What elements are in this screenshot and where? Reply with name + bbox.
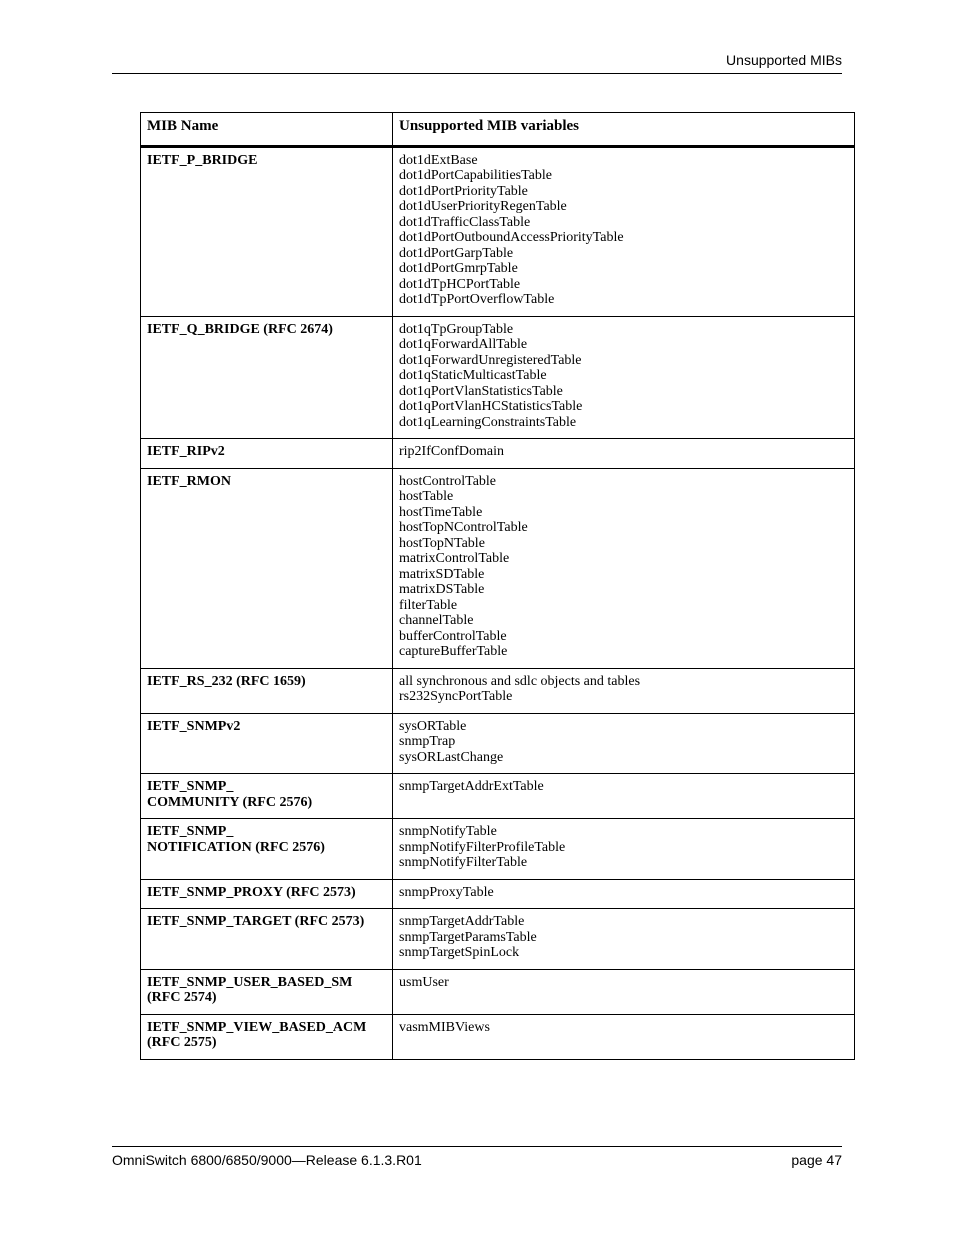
mib-name-line: IETF_RS_232 (RFC 1659) bbox=[147, 673, 306, 689]
mib-variables-cell bbox=[393, 1014, 855, 1059]
mib-variables-cell bbox=[393, 439, 855, 469]
mib-variable: captureBufferTable bbox=[399, 644, 508, 659]
mib-name-cell bbox=[141, 969, 393, 1014]
table-row bbox=[141, 819, 855, 880]
mib-variable: snmpTargetSpinLock bbox=[399, 945, 520, 960]
mib-variable: hostControlTable bbox=[399, 473, 497, 489]
mib-variable: dot1qLearningConstraintsTable bbox=[399, 414, 577, 430]
mib-variable: snmpTrap bbox=[399, 734, 456, 749]
mib-variable: matrixDSTable bbox=[399, 582, 485, 597]
mib-variable: bufferControlTable bbox=[399, 628, 507, 644]
mib-variables-cell bbox=[393, 819, 855, 880]
mib-variable: hostTimeTable bbox=[399, 504, 483, 520]
mib-variable: hostTopNTable bbox=[399, 535, 485, 551]
mib-variables-cell bbox=[393, 316, 855, 439]
mib-variable: vasmMIBViews bbox=[399, 1019, 490, 1035]
mib-name-line: IETF_SNMP_ bbox=[147, 824, 234, 839]
mib-variable: snmpNotifyTable bbox=[399, 824, 497, 839]
header-rule bbox=[112, 73, 842, 74]
mib-name-cell bbox=[141, 316, 393, 439]
mib-variable: sysORLastChange bbox=[399, 749, 504, 765]
mib-variable: dot1dPortCapabilitiesTable bbox=[399, 168, 552, 183]
table-body bbox=[141, 146, 855, 1059]
table-row bbox=[141, 969, 855, 1014]
mib-name-line: IETF_P_BRIDGE bbox=[147, 152, 258, 168]
mib-variable: dot1dPortGarpTable bbox=[399, 245, 514, 261]
mib-variable: snmpTargetParamsTable bbox=[399, 929, 537, 945]
mib-variables-cell bbox=[393, 146, 855, 316]
table-row bbox=[141, 316, 855, 439]
mib-name-line: IETF_SNMP_TARGET (RFC 2573) bbox=[147, 914, 365, 929]
mib-variable: snmpTargetAddrExtTable bbox=[399, 779, 544, 794]
mib-name-cell bbox=[141, 146, 393, 316]
mib-variables-cell bbox=[393, 879, 855, 909]
mib-name-line: COMMUNITY (RFC 2576) bbox=[147, 794, 313, 810]
mib-variable: all synchronous and sdlc objects and tables bbox=[399, 673, 641, 689]
mib-variable: rs232SyncPortTable bbox=[399, 689, 513, 704]
mib-variable: dot1qStaticMulticastTable bbox=[399, 368, 547, 383]
mib-variable: usmUser bbox=[399, 974, 449, 990]
mib-variable: sysORTable bbox=[399, 718, 467, 734]
mib-variables-cell bbox=[393, 909, 855, 970]
mib-name-cell bbox=[141, 668, 393, 713]
mib-variable: dot1qTpGroupTable bbox=[399, 321, 514, 337]
table-row bbox=[141, 909, 855, 970]
mib-name-line: NOTIFICATION (RFC 2576) bbox=[147, 839, 325, 855]
table-row bbox=[141, 146, 855, 316]
mib-variable: dot1qForwardUnregisteredTable bbox=[399, 352, 582, 368]
running-header: Unsupported MIBs bbox=[726, 52, 842, 68]
mib-variable: hostTable bbox=[399, 489, 454, 504]
table-row bbox=[141, 713, 855, 774]
mib-variable: matrixControlTable bbox=[399, 551, 510, 566]
mib-variable: dot1qPortVlanHCStatisticsTable bbox=[399, 399, 583, 414]
mib-name-line: IETF_SNMP_PROXY (RFC 2573) bbox=[147, 884, 356, 900]
table-header-row bbox=[141, 113, 855, 147]
unsupported-mibs-table bbox=[140, 112, 855, 1060]
mib-variable: rip2IfConfDomain bbox=[399, 444, 504, 459]
mib-name-line: IETF_Q_BRIDGE (RFC 2674) bbox=[147, 321, 333, 337]
mib-variable: dot1qForwardAllTable bbox=[399, 337, 528, 352]
mib-variable: dot1dTpPortOverflowTable bbox=[399, 292, 555, 307]
mib-name-line: (RFC 2575) bbox=[147, 1035, 217, 1050]
mib-variables-cell bbox=[393, 668, 855, 713]
mib-variables-cell bbox=[393, 774, 855, 819]
mib-name-cell bbox=[141, 1014, 393, 1059]
mib-variable: dot1dTpHCPortTable bbox=[399, 276, 521, 292]
mib-variable: dot1dPortOutboundAccessPriorityTable bbox=[399, 230, 624, 245]
table-row bbox=[141, 879, 855, 909]
mib-name-cell bbox=[141, 819, 393, 880]
footer-product: OmniSwitch 6800/6850/9000—Release 6.1.3.R01 bbox=[112, 1152, 422, 1168]
mib-name-line: IETF_RIPv2 bbox=[147, 444, 225, 459]
mib-variable: snmpNotifyFilterTable bbox=[399, 855, 528, 870]
mib-name-cell bbox=[141, 774, 393, 819]
mib-variable: snmpNotifyFilterProfileTable bbox=[399, 839, 566, 855]
mib-variable: dot1qPortVlanStatisticsTable bbox=[399, 383, 563, 399]
col-header-unsupported-vars: Unsupported MIB variables bbox=[393, 113, 855, 147]
mib-variable: channelTable bbox=[399, 613, 474, 628]
mib-variable: hostTopNControlTable bbox=[399, 520, 528, 535]
mib-variable: matrixSDTable bbox=[399, 566, 485, 582]
col-header-mib-name: MIB Name bbox=[141, 113, 393, 147]
table-row bbox=[141, 774, 855, 819]
mib-variable: dot1dPortGmrpTable bbox=[399, 261, 518, 276]
footer-page-number: page 47 bbox=[791, 1152, 842, 1168]
mib-variable: snmpTargetAddrTable bbox=[399, 914, 525, 929]
mib-variable: filterTable bbox=[399, 597, 458, 613]
mib-variable: dot1dTrafficClassTable bbox=[399, 214, 531, 230]
mib-variables-cell bbox=[393, 969, 855, 1014]
table-row bbox=[141, 439, 855, 469]
table-row bbox=[141, 468, 855, 668]
footer-rule bbox=[112, 1146, 842, 1147]
mib-name-line: IETF_SNMP_ bbox=[147, 779, 234, 794]
mib-name-cell bbox=[141, 468, 393, 668]
mib-name-cell bbox=[141, 909, 393, 970]
mib-name-line: (RFC 2574) bbox=[147, 990, 217, 1005]
table-row bbox=[141, 1014, 855, 1059]
mib-name-line: IETF_SNMP_USER_BASED_SM bbox=[147, 974, 353, 990]
mib-name-cell bbox=[141, 439, 393, 469]
mib-variable: snmpProxyTable bbox=[399, 884, 494, 900]
mib-variables-cell bbox=[393, 713, 855, 774]
mib-variable: dot1dUserPriorityRegenTable bbox=[399, 199, 567, 214]
mib-name-cell bbox=[141, 713, 393, 774]
mib-variables-cell bbox=[393, 468, 855, 668]
mib-name-line: IETF_RMON bbox=[147, 473, 231, 489]
mib-variable: dot1dExtBase bbox=[399, 152, 478, 168]
table-row bbox=[141, 668, 855, 713]
mib-name-cell bbox=[141, 879, 393, 909]
mib-variable: dot1dPortPriorityTable bbox=[399, 183, 528, 199]
mib-name-line: IETF_SNMPv2 bbox=[147, 718, 241, 734]
mib-name-line: IETF_SNMP_VIEW_BASED_ACM bbox=[147, 1019, 367, 1035]
